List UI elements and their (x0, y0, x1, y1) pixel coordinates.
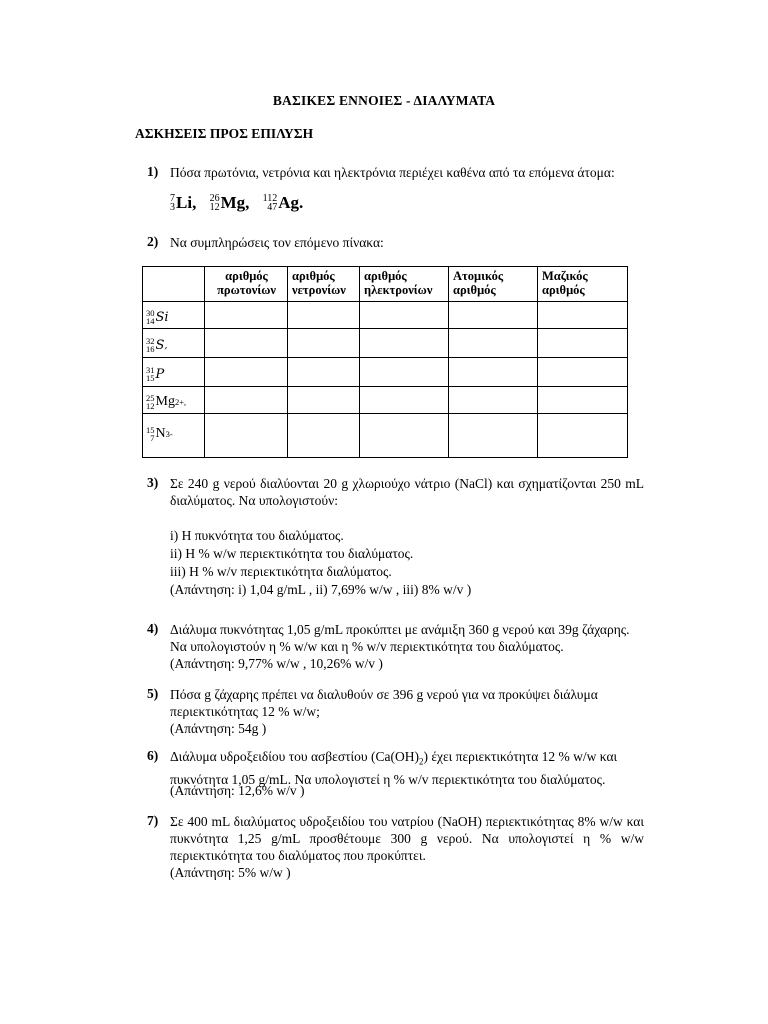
atom-ag-symbol: Ag (278, 193, 300, 212)
row-head-mg: 25 12 Mg 2+ , (143, 387, 205, 414)
atom-ag-atomic: 47 (267, 202, 278, 213)
row-head-p: 31 15 P (143, 358, 205, 387)
question-3-number: 3) (147, 475, 159, 490)
question-3-item-3: iii) Η % w/v περιεκτικότητα διαλύματος. (170, 564, 392, 579)
question-7-answer: (Απάντηση: 5% w/w ) (170, 865, 291, 880)
header-mass-number: Μαζικός αριθμός (538, 267, 628, 302)
table-corner-cell (143, 267, 205, 302)
atom-mg-mass: 26 (209, 193, 220, 204)
question-7-text: Σε 400 mL διαλύματος υδροξειδίου του νατρίου (NaOH) περιεκτικότητας 8% w/w και πυκνότητα 1,25 g/mL προσθέτουμε 300 g νερού. Να υπολογιστεί η % w/w περιεκτικότητα του διαλύματος που προκύπτει. (170, 814, 644, 863)
cell-p-mass[interactable] (538, 358, 628, 387)
question-4-answer: (Απάντηση: 9,77% w/w , 10,26% w/v ) (170, 656, 383, 671)
question-7-number: 7) (147, 813, 159, 828)
question-6-text: Διάλυμα υδροξειδίου του ασβεστίου $(Ca(OH)_2)$ έχει περιεκτικότητα 12 % w/w και πυκνότητα 1,05 g/mL. Να υπολογιστεί η % w/v περιεκτικότητα του διαλύματος. (170, 749, 618, 787)
cell-n-protons[interactable] (205, 414, 288, 458)
header-atomic-number: Ατομικός αριθμός (449, 267, 538, 302)
cell-mg-electrons[interactable] (360, 387, 449, 414)
question-5-number: 5) (147, 686, 159, 701)
cell-mg-neutrons[interactable] (288, 387, 360, 414)
cell-s-protons[interactable] (205, 329, 288, 358)
atom-li-mass: 7 (170, 193, 175, 204)
question-6-number: 6) (147, 748, 159, 763)
row-head-s: 32 16 S , (143, 329, 205, 358)
cell-p-atomic[interactable] (449, 358, 538, 387)
section-subtitle: ΑΣΚΗΣΕΙΣ ΠΡΟΣ ΕΠΙΛΥΣΗ (135, 126, 314, 141)
cell-p-protons[interactable] (205, 358, 288, 387)
cell-p-neutrons[interactable] (288, 358, 360, 387)
table-row (143, 329, 628, 358)
cell-s-atomic[interactable] (449, 329, 538, 358)
cell-n-mass[interactable] (538, 414, 628, 458)
atom-li-sep: , (192, 193, 197, 212)
question-6-answer: (Απάντηση: 12,6% w/v ) (170, 783, 305, 798)
question-1-atoms (170, 186, 303, 213)
cell-mg-protons[interactable] (205, 387, 288, 414)
atom-li-symbol: Li (176, 193, 193, 212)
question-5-answer: (Απάντηση: 54g ) (170, 721, 267, 736)
question-3-answer: (Απάντηση: i) 1,04 g/mL , ii) 7,69% w/w , iii) 8% w/v ) (170, 582, 472, 597)
atom-ag (263, 193, 304, 213)
question-1-text: Πόσα πρωτόνια, νετρόνια και ηλεκτρόνια περιέχει καθένα από τα επόμενα άτομα: (170, 165, 615, 180)
cell-mg-atomic[interactable] (449, 387, 538, 414)
cell-p-electrons[interactable] (360, 358, 449, 387)
table-row (143, 302, 628, 329)
cell-s-electrons[interactable] (360, 329, 449, 358)
question-2-text: Να συμπληρώσεις τον επόμενο πίνακα: (170, 235, 384, 250)
fill-in-table (142, 266, 628, 458)
atom-ag-sep: . (299, 193, 304, 212)
table-row (143, 358, 628, 387)
cell-si-protons[interactable] (205, 302, 288, 329)
atom-li-atomic: 3 (170, 202, 175, 213)
question-5-text: Πόσα g ζάχαρης πρέπει να διαλυθούν σε 396 g νερού για να προκύψει διάλυμα περιεκτικότητας 12 % w/w; (170, 687, 598, 719)
atom-mg-sep: , (245, 193, 250, 212)
header-electrons: αριθμός ηλεκτρονίων (360, 267, 449, 302)
question-1-number: 1) (147, 164, 159, 179)
question-3-item-1: i) Η πυκνότητα του διαλύματος. (170, 528, 344, 543)
page-title: ΒΑΣΙΚΕΣ ΕΝΝΟΙΕΣ - ΔΙΑΛΥΜΑΤΑ (272, 93, 496, 108)
header-protons: αριθμός πρωτονίων (205, 267, 288, 302)
cell-s-mass[interactable] (538, 329, 628, 358)
question-4-number: 4) (147, 621, 159, 636)
cell-n-neutrons[interactable] (288, 414, 360, 458)
atom-mg-atomic: 12 (209, 202, 220, 213)
cell-n-electrons[interactable] (360, 414, 449, 458)
row-head-si: 30 14 Si (143, 302, 205, 329)
cell-si-mass[interactable] (538, 302, 628, 329)
cell-si-atomic[interactable] (449, 302, 538, 329)
cell-mg-mass[interactable] (538, 387, 628, 414)
atom-mg-symbol: Mg (220, 193, 246, 212)
cell-s-neutrons[interactable] (288, 329, 360, 358)
atom-li (170, 193, 205, 213)
question-2-number: 2) (147, 234, 159, 249)
table-row (143, 414, 628, 458)
cell-si-electrons[interactable] (360, 302, 449, 329)
row-head-n: 15 7 N 3- (143, 414, 205, 458)
question-3-item-2: ii) Η % w/w περιεκτικότητα του διαλύματος. (170, 546, 414, 561)
cell-n-atomic[interactable] (449, 414, 538, 458)
table-header-row (143, 267, 628, 302)
atom-mg (210, 193, 259, 213)
cell-si-neutrons[interactable] (288, 302, 360, 329)
question-3-text: Σε 240 g νερού διαλύονται 20 g χλωριούχο νάτριο (NaCl) και σχηματίζονται 250 mL διαλύματος. Να υπολογιστούν: (170, 476, 644, 508)
question-4-text: Διάλυμα πυκνότητας 1,05 g/mL προκύπτει με ανάμιξη 360 g νερού και 39g ζάχαρης. Να υπολογιστούν η % w/w και η % w/v περιεκτικότητα του διαλύματος. (170, 622, 630, 654)
atom-ag-mass: 112 (262, 193, 278, 204)
header-neutrons: αριθμός νετρονίων (288, 267, 360, 302)
table-row (143, 387, 628, 414)
